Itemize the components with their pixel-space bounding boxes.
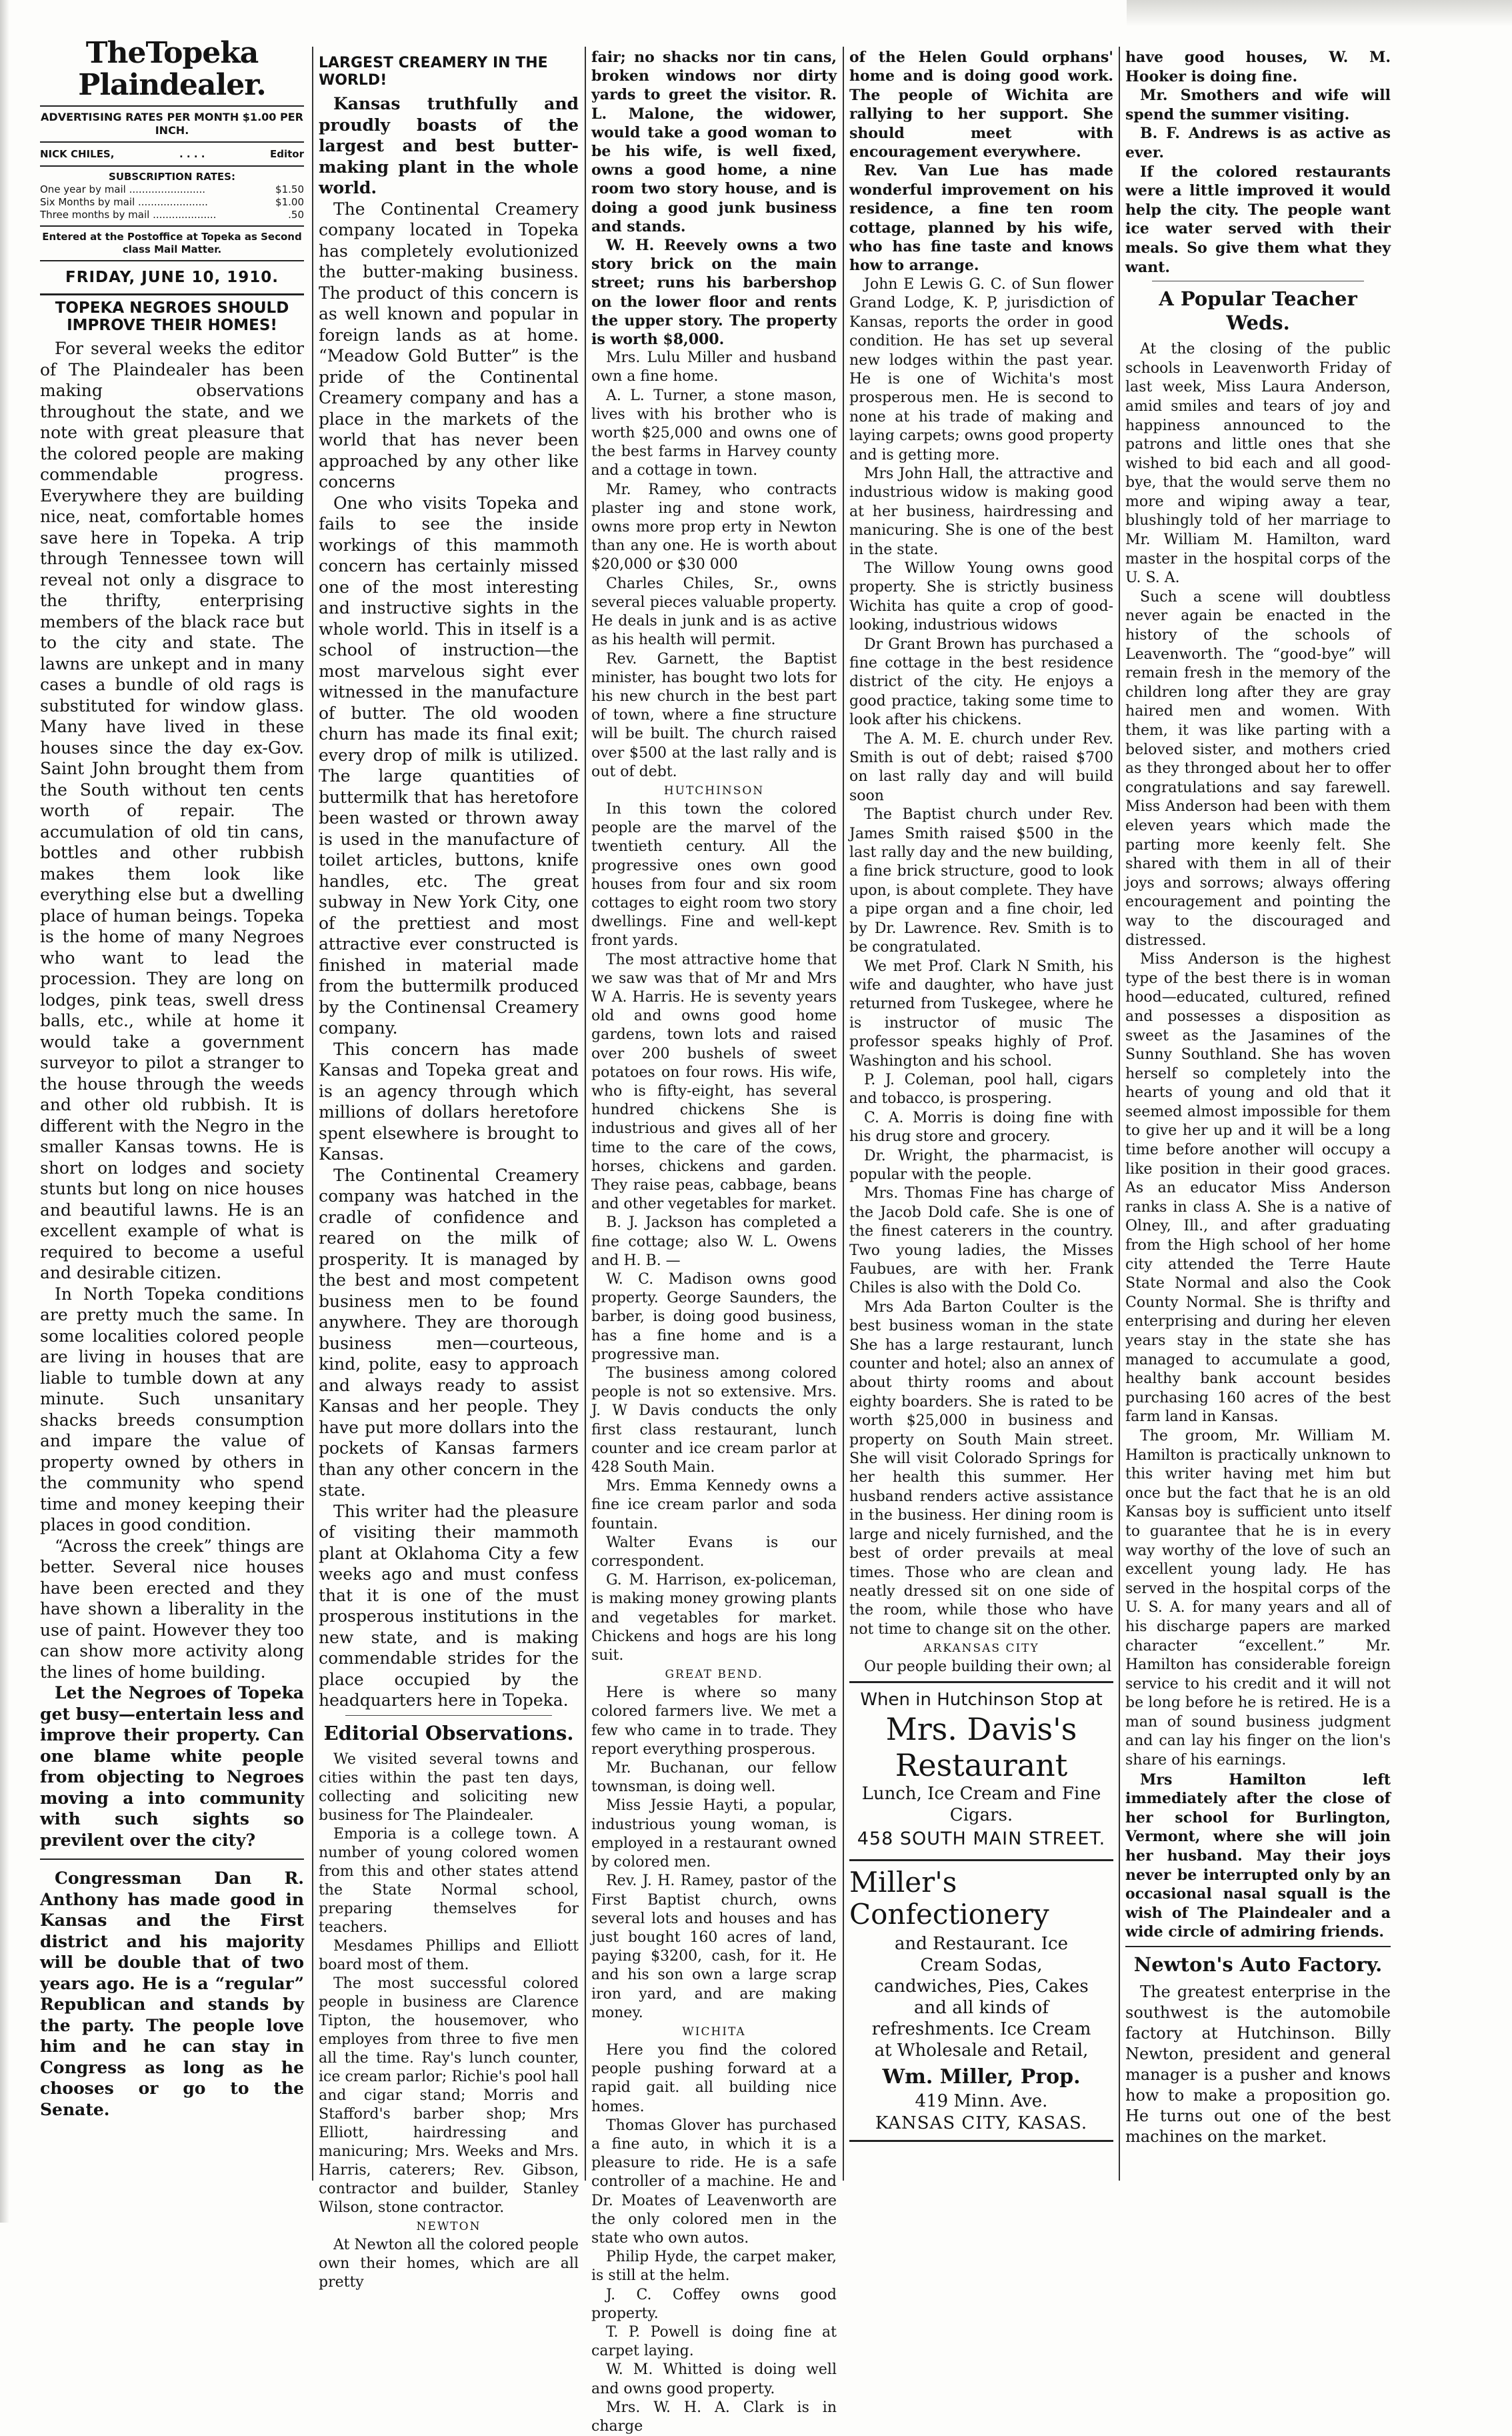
- article-paragraph: The groom, Mr. William M. Hamilton is practically unknown to this writer having met him but once but the fact that he is an old Kansas boy is sufficient unto itself to guarantee that he is in every way worthy of the love of such an excellent young lady. He has served in the hospital corps of the U. S. A. for many years and all of his discharge papers are marked character “excellent.” Mr. Hamilton has considerable foreign service to his credit and it will not be long before he is retired. He is a man of sound business judgment and can lay his finger on the lion's share of his earnings.: [1125, 1427, 1391, 1769]
- article-paragraph: Mrs. Thomas Fine has charge of the Jacob Dold cafe. She is one of the finest caterers in the country. Two young ladies, the Misses Faubues, are with her. Frank Chiles is also with the Dold Co.: [849, 1185, 1113, 1297]
- article-paragraph: Miss Anderson is the highest type of the best there is in woman hood—educated, cultured, refined and possesses a disposition as sweet as the Jasamines of the Sunny Southland. She has woven herself so completely into the hearts of young and old that it seemed almost impossible for them to give her up and it will be a long time before another will occupy a like position in their good graces. As an educator Miss Anderson ranks in class A. She is a native of Olney, Ill., and after graduating from the High school of her home city attended the Terre Haute State Normal and also the Cook County Normal. She is thrifty and enterprising and during her eleven years stay in the state she has managed to accumulate a good, healthy bank account besides purchasing 160 acres of the best farm land in Kansas.: [1125, 951, 1391, 1426]
- article-paragraph: W. M. Whitted is doing well and owns good property.: [591, 2361, 837, 2397]
- article-paragraph: At Newton all the colored people own their homes, which are all pretty: [319, 2236, 579, 2291]
- article-paragraph: Mrs. Lulu Miller and husband own a fine home.: [591, 349, 837, 385]
- article-paragraph: Charles Chiles, Sr., owns several pieces valuable property. He deals in junk and is as active as his health will permit.: [591, 575, 837, 649]
- ad-intro: When in Hutchinson Stop at: [860, 1689, 1103, 1710]
- editor-dots: . . . .: [179, 148, 205, 160]
- article-paragraph: A. L. Turner, a stone mason, lives with his brother who is worth $25,000 and owns one of the best farms in Harvey county and a cottage in town.: [591, 387, 837, 479]
- article-paragraph: The Continental Creamery company was hatched in the cradle of confidence and reared on the milk of prosperity. It is managed by the best and most competent business men to be found anywhere. They are thorough business men—courteous, kind, polite, easy to approach and always ready to assist Kansas and her people. They have put more dollars into the pockets of Kansas farmers than any other concern in the state.: [319, 1165, 579, 1500]
- article-paragraph: Walter Evans is our correspondent.: [591, 1534, 837, 1570]
- column-rule: [585, 47, 586, 2181]
- article-paragraph: Mrs John Hall, the attractive and industrious widow is making good at her business, hairdressing and manicuring. She is one of the best in the state.: [849, 465, 1113, 558]
- article-paragraph: This concern has made Kansas and Topeka great and is an agency through which millions of dollars heretofore spent elsewhere is brought to Kansas.: [319, 1039, 579, 1164]
- article-paragraph: Mrs Ada Barton Coulter is the best business woman in the state She has a large restaurant, lunch counter and hotel; also an annex of about thirty rooms and about eighty boarders. She is rated to be worth $25,000 in business and property on South Main street. She will visit Colorado Springs for her health this summer. Her husband renders active assistance in the business. Her dining room is large and nicely furnished, and the best of order prevails at meal times. Those who are clean and neatly dressed sit on one side of the room, while those who have not time to change sit on the other.: [849, 1298, 1113, 1638]
- article-paragraph: Mr. Ramey, who contracts plaster ing and stone work, owns more prop erty in Newton than any one. He is worth about $20,000 or $30 000: [591, 481, 837, 573]
- ad-address: 458 SOUTH MAIN STREET.: [857, 1828, 1106, 1849]
- article-paragraph: W. C. Madison owns good property. George Saunders, the barber, is doing good business, has a fine home and is a progressive man.: [591, 1271, 837, 1363]
- article-paragraph: The Continental Creamery company located in Topeka has completely evolutionized the butter-making business. The product of this concern is as well known and popular in foreign lands as at home. “Meadow Gold Butter” is the pride of the Continental Creamery company and has a place in the markets of the world that has never been approached by any other like concerns: [319, 199, 579, 491]
- column-4: [849, 48, 1113, 2209]
- column-rule: [312, 47, 313, 2181]
- page-edge-top: [1127, 0, 1512, 27]
- rate-row: [40, 209, 304, 221]
- article-paragraph: have good houses, W. M. Hooker is doing fine.: [1125, 49, 1391, 85]
- page-edge-left: [0, 0, 9, 2223]
- article-paragraph: We met Prof. Clark N Smith, his wife and daughter, who have just returned from Tuskegee, where he is instructor of music The professor speaks highly of Prof. Washington and his school.: [849, 958, 1113, 1070]
- ad-title: Restaurant: [895, 1746, 1068, 1783]
- town-head-wichita: WICHITA: [682, 2025, 746, 2039]
- rate-label: Three months by mail ....................: [40, 209, 217, 221]
- ad-title: Mrs. Davis's: [885, 1710, 1077, 1747]
- article-paragraph: C. A. Morris is doing fine with his drug store and grocery.: [849, 1109, 1113, 1146]
- ad-title: Miller's: [849, 1865, 957, 1899]
- article-paragraph: Our people building their own; al: [864, 1658, 1112, 1676]
- rate-price: $1.50: [275, 183, 304, 195]
- column-3: [591, 48, 837, 2435]
- article-paragraph: G. M. Harrison, ex-policeman, is making money growing plants and vegetables for market. Chickens and hogs are his long suit.: [591, 1572, 837, 1664]
- article-paragraph: One who visits Topeka and fails to see the inside workings of this mammoth concern has certainly missed one of the most interesting and instructive sights in the whole world. This in itself is a school of instruction—the most marvelous sight ever witnessed in the manufacture of butter. The old wooden churn has made its final exit; every drop of milk is utilized. The large quantities of buttermilk that has heretofore been wasted or thrown away is used in the manufacture of toilet articles, buttons, knife handles, etc. The great subway in New York City, one of the prettiest and most attractive ever constructed is finished in material made from the buttermilk produced by the Continensal Creamery company.: [319, 493, 579, 1038]
- article-paragraph: Miss Jessie Hayti, a popular, industrious young woman, is employed in a restaurant owned by colored men.: [591, 1797, 837, 1871]
- postoffice-notice: Entered at the Postoffice at Topeka as Second class Mail Matter.: [42, 231, 302, 255]
- masthead-title: TheTopeka Plaindealer.: [78, 36, 266, 102]
- article-paragraph: Mrs. Emma Kennedy owns a fine ice cream parlor and soda fountain.: [591, 1478, 837, 1532]
- ad-city: KANSAS CITY, KASAS.: [875, 2113, 1088, 2133]
- section-popular-teacher-weds: A Popular Teacher Weds.: [1159, 287, 1357, 335]
- editor-line: [40, 147, 304, 161]
- article-paragraph: Mesdames Phillips and Elliott board most of them.: [319, 1937, 579, 1973]
- article-paragraph: Dr. Wright, the pharmacist, is popular with the people.: [849, 1147, 1113, 1183]
- article-paragraph: The most successful colored people in business are Clarence Tipton, the housemover, who employes from three to five men all the time. Ray's lunch counter, ice cream parlor; Richie's pool hall and cigar stand; Morris and Stafford's barber shop; Mrs Elliott, hairdressing and manicuring; Mrs. Weeks and Mrs. Harris, caterers; Rev. Gibson, contractor and builder, Stanley Wilson, stone contractor.: [319, 1975, 579, 2216]
- article-paragraph: At the closing of the public schools in Leavenworth Friday of last week, Miss Laura Anderson, amid smiles and tears of joy and happiness announced to the patrons and little ones that she wished to bid each and all good-bye, that the would serve them no more and wiping away a tear, blushingly told of her marriage to Mr. William M. Hamilton, ward master in the hospital corps of the U. S. A.: [1125, 341, 1391, 587]
- article-paragraph: “Across the creek” things are better. Several nice houses have been erected and they have shown a liberality in the use of paint. However they too can show more activity along the lines of home building.: [40, 1536, 304, 1682]
- article-paragraph: If the colored restaurants were a little improved it would help the city. The people want ice water served with their meals. So give them what they want.: [1125, 163, 1391, 276]
- article-paragraph: B. J. Jackson has completed a fine cottage; also W. L. Owens and H. B. —: [591, 1214, 837, 1269]
- town-head-hutchinson: HUTCHINSON: [663, 784, 765, 798]
- ad-line: Lunch, Ice Cream and Fine Cigars.: [861, 1783, 1101, 1825]
- article-paragraph: Mr. Buchanan, our fellow townsman, is doing well.: [591, 1760, 837, 1796]
- dateline: FRIDAY, JUNE 10, 1910.: [65, 269, 279, 286]
- rate-price: $1.00: [275, 196, 304, 208]
- article-paragraph: Philip Hyde, the carpet maker, is still at the helm.: [591, 2249, 837, 2285]
- article-paragraph: Rev. Van Lue has made wonderful improvement on his residence, a fine ten room cottage, planned by his wife, who has fine taste and knows how to arrange.: [849, 162, 1113, 275]
- article-paragraph: Emporia is a college town. A number of young colored women from this and other states attend the State Normal school, preparing themselves for teachers.: [319, 1825, 579, 1936]
- article-paragraph: Mrs. W. H. A. Clark is in charge: [591, 2399, 837, 2435]
- article-paragraph: of the Helen Gould orphans' home and is doing good work. The people of Wichita are rallying to her support. She should meet with encouragement everywhere.: [849, 49, 1113, 161]
- rate-row: [40, 196, 304, 209]
- ad-address: 419 Minn. Ave.: [915, 2091, 1048, 2111]
- subscription-head: SUBSCRIPTION RATES:: [109, 171, 235, 183]
- article-paragraph: Here is where so many colored farmers live. We met a few who came in to trade. They report everything prosperous.: [591, 1684, 837, 1758]
- article-paragraph: P. J. Coleman, pool hall, cigars and tobacco, is prospering.: [849, 1071, 1113, 1108]
- article-paragraph: The Baptist church under Rev. James Smith raised $500 in the last rally day and the new building, a fine brick structure, good to look upon, is about complete. They have a pipe organ and a fine choir, led by Dr. Lawrence. Rev. Smith is to be congratulated.: [849, 806, 1113, 956]
- rate-label: Six Months by mail ......................: [40, 196, 208, 208]
- column-5: [1125, 48, 1391, 2209]
- article-paragraph: Rev. J. H. Ramey, pastor of the First Baptist church, owns several lots and houses and has just bought 160 acres of land, paying $3200, cash, for it. He and his son own a large scrap iron yard, and are making money.: [591, 1873, 837, 2021]
- article-paragraph: fair; no shacks nor tin cans, broken windows nor dirty yards to greet the visitor. R. L. Malone, the widower, would take a good woman to be his wife, is well fixed, owns a good home, a nine room two story house, and is doing a good junk business and stands.: [591, 49, 837, 235]
- article-paragraph: Such a scene will doubtless never again be enacted in the history of the schools of Leavenworth. The “good-bye” will remain fresh in the memory of the children long after they are gray haired men and women. With them, it was like parting with a beloved sister, and mothers cried as they thronged about her to offer congratulations and say farewell. Miss Anderson had been with them eleven years which made the parting more keenly felt. She shared with them in all of their joys and sorrows; always offering encouragement and pointing the way to the discouraged and distressed.: [1125, 588, 1391, 949]
- article-paragraph: Rev. Garnett, the Baptist minister, has bought two lots for his new church in the best part of town, where a fine structure will be built. The church raised over $500 at the last rally and is out of debt.: [591, 650, 837, 780]
- rate-price: .50: [288, 209, 304, 221]
- ad-proprietor: Wm. Miller, Prop.: [882, 2065, 1081, 2089]
- article-anthony: Congressman Dan R. Anthony has made good in Kansas and the First district and his majority will be double that of two years ago. He is a “regular” Republican and stands by the party. The people love him and he can stay in Congress as long as he chooses or go to the Senate.: [40, 1869, 304, 2119]
- article-paragraph: The most attractive home that we saw was that of Mr and Mrs W A. Harris. He is seventy years old and owns good home gardens, town lots and raised over 200 bushels of sweet potatoes on four rows. His wife, who is fifty-eight, has several hundred chickens She is industrious and gives all of her time to the care of the cows, horses, chickens and garden. They raise peas, cabbage, beans and other vegetables for market.: [591, 951, 837, 1213]
- ad-millers-confectionery: [849, 1861, 1113, 2142]
- article-paragraph: Let the Negroes of Topeka get busy—entertain less and improve their property. Can one blame white people from objecting to Negroes moving a into community with such sights so previlent over the city?: [40, 1683, 304, 1850]
- headline-negroes-homes: TOPEKA NEGROES SHOULD IMPROVE THEIR HOMES!: [55, 299, 289, 334]
- article-paragraph: John E Lewis G. C. of Sun flower Grand Lodge, K. P, jurisdiction of Kansas, reports the order in good condition. He has set up several new lodges within the past year. He is one of Wichita's most prosperous men. He is second to none at his trade of making and laying carpets; owns good property and is getting more.: [849, 275, 1113, 463]
- article-paragraph: Mr. Smothers and wife will spend the summer visiting.: [1125, 87, 1391, 123]
- editor-label: Editor: [269, 148, 304, 160]
- ad-body: and Restaurant. Ice Cream Sodas, candwiches, Pies, Cakes and all kinds of refreshments. Ice Cream at Wholesale and Retail,: [871, 1933, 1091, 2061]
- town-head-arkansas-city: ARKANSAS CITY: [923, 1642, 1039, 1656]
- article-paragraph: Thomas Glover has purchased a fine auto, in which it is a pleasure to ride. He is a safe controller of a machine. He and Dr. Moates of Leavenworth are the only colored men in the state who own autos.: [591, 2117, 837, 2247]
- article-paragraph: This writer had the pleasure of visiting their mammoth plant at Oklahoma City a few weeks ago and must confess that it is one of the must prosperous institutions in the new state, and is making commendable strides for the place occupied by the headquarters here in Topeka.: [319, 1501, 579, 1710]
- article-paragraph: The Willow Young owns good property. She is strictly business Wichita has quite a crop of good-looking, industrious widows: [849, 559, 1113, 634]
- column-rule: [1119, 47, 1120, 2181]
- ad-rates: ADVERTISING RATES PER MONTH $1.00 PER INCH.: [41, 111, 303, 137]
- article-paragraph: The A. M. E. church under Rev. Smith is out of debt; raised $700 on last rally day and will build soon: [849, 730, 1113, 804]
- column-2: [319, 52, 579, 2291]
- article-paragraph: The business among colored people is not so extensive. Mrs. J. W Davis conducts the only first class restaurant, lunch counter and ice cream parlor at 428 South Main.: [591, 1365, 837, 1476]
- town-head-newton: NEWTON: [416, 2219, 481, 2233]
- article-paragraph: T. P. Powell is doing fine at carpet laying.: [591, 2323, 837, 2360]
- article-paragraph: In North Topeka conditions are pretty much the same. In some localities colored people are living in houses that are liable to tumble down at any minute. Such unsanitary shacks breeds consumption and impare the value of property owned by others in the community who spend time and money keeping their places in good condition.: [40, 1284, 304, 1534]
- article-paragraph: For several weeks the editor of The Plaindealer has been making observations throughout the state, and we note with great pleasure that the colored people are making commendable progress. Everywhere they are building nice, neat, comfortable homes save here in Topeka. A trip through Tennessee town will reveal not only a disgrace to the thrifty, enterprising members of the black race but to the city and state. The lawns are unkept and in many cases a bundle of old rags is substituted for window glass. Many have lived in these houses since the day ex-Gov. Saint John brought them from the South without ten cents worth of repair. The accumulation of old tin cans, bottles and other rubbish makes them look like everything else but a dwelling place of human beings. Topeka is the home of many Negroes who want to lead the procession. They are long on lodges, pink teas, swell dress balls, etc., while at home it would take a government surveyor to pilot a stranger to the house through the weeds and other old rubbish. It is different with the Negro in the smaller Kansas towns. He is short on lodges and society stunts but long on nice houses and beautiful lawns. He is an excellent example of what is required to become a useful and desirable citizen.: [40, 339, 304, 1282]
- article-paragraph: We visited several towns and cities within the past ten days, collecting and soliciting new business for The Plaindealer.: [319, 1750, 579, 1824]
- ad-title: Confectionery: [849, 1897, 1049, 1931]
- article-paragraph: Mrs Hamilton left immediately after the close of her school for Burlington, Vermont, where she will join her husband. May their joys never be interrupted only by an occasional nasal squall is the wish of The Plaindealer and a wide circle of admiring friends.: [1125, 1770, 1391, 1941]
- headline-creamery: LARGEST CREAMERY IN THE WORLD!: [319, 55, 548, 89]
- article-paragraph: W. H. Reevely owns a two story brick on the main street; runs his barbershop on the lower floor and rents the upper story. The property is worth $8,000.: [591, 237, 837, 349]
- column-rule: [843, 47, 844, 2181]
- article-paragraph: The greatest enterprise in the southwest is the automobile factory at Hutchinson. Billy Newton, president and general manager is a pusher and knows how to make a proposition go. He turns out one of the best machines on the market.: [1125, 1983, 1391, 2146]
- article-paragraph: Dr Grant Brown has purchased a fine cottage in the best residence district of the city. He enjoys a good practice, taking some time to look after his chickens.: [849, 636, 1113, 729]
- section-newtons-auto-factory: Newton's Auto Factory.: [1133, 1953, 1383, 1976]
- ad-mrs-davis-restaurant: [849, 1681, 1113, 1861]
- article-paragraph: J. C. Coffey owns good property.: [591, 2286, 837, 2322]
- article-paragraph: Here you find the colored people pushing forward at a rapid gait. all building nice homes.: [591, 2041, 837, 2115]
- rate-label: One year by mail ........................: [40, 183, 206, 195]
- town-head-great-bend: GREAT BEND.: [665, 1668, 763, 1682]
- editor-name: NICK CHILES,: [40, 148, 115, 160]
- article-paragraph: B. F. Andrews is as active as ever.: [1125, 125, 1391, 161]
- section-editorial-observations: Editorial Observations.: [323, 1721, 574, 1744]
- article-paragraph: In this town the colored people are the marvel of the twentieth century. All the progressive ones own good houses from four and six room cottages to eight room two story dwellings. Fine and well-kept front yards.: [591, 800, 837, 950]
- article-paragraph: Kansas truthfully and proudly boasts of the largest and best butter-making plant in the whole world.: [319, 94, 579, 197]
- rate-row: [40, 183, 304, 196]
- column-1: [40, 27, 304, 2187]
